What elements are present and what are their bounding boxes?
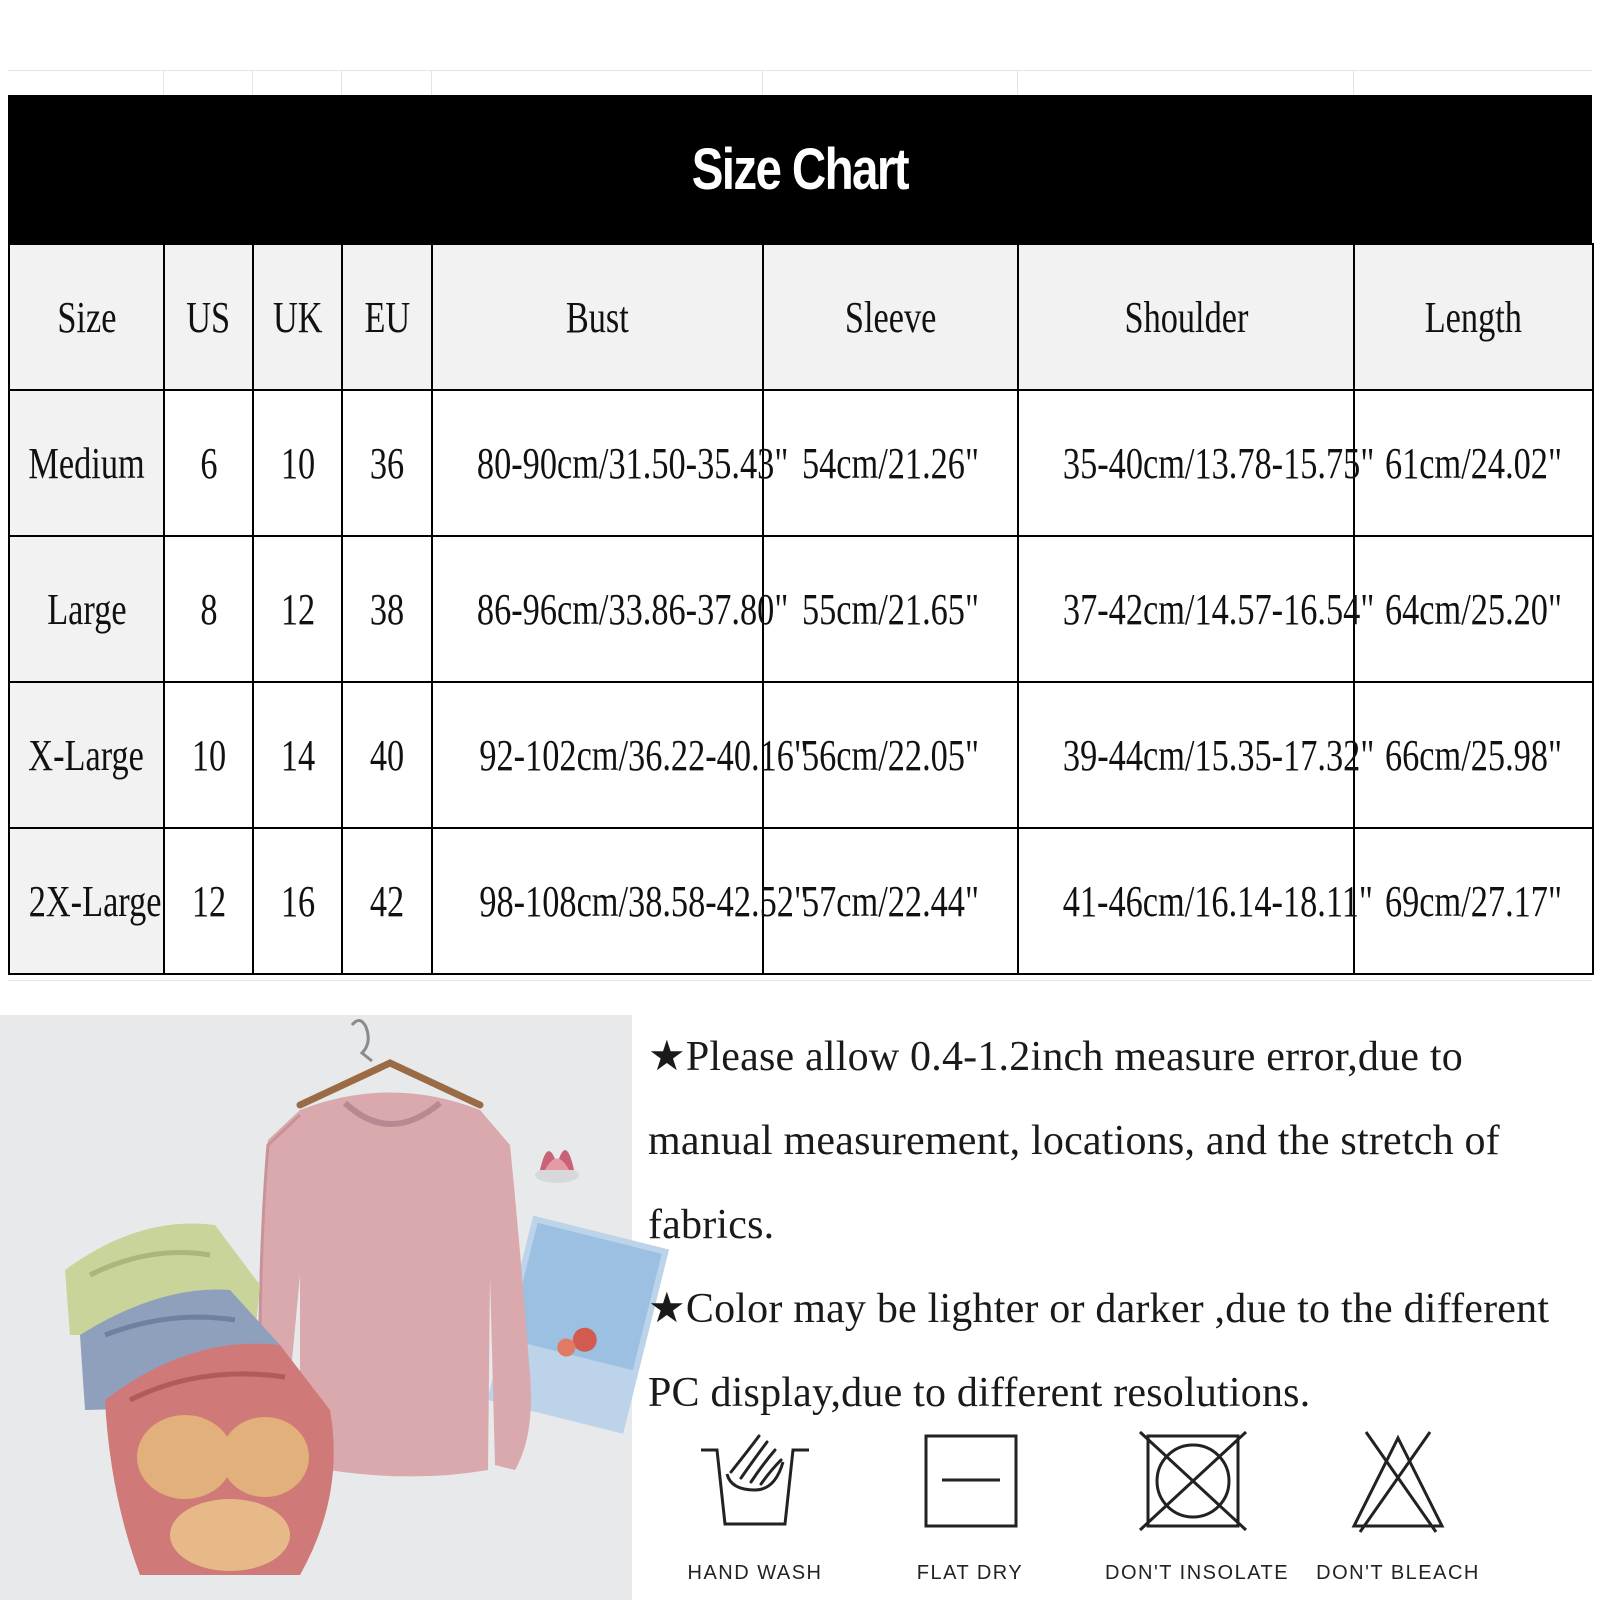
notes	[648, 1015, 1593, 1435]
shirts-illustration	[0, 1015, 632, 1600]
header-size: Size	[9, 244, 164, 390]
care-label: HAND WASH	[687, 1562, 823, 1584]
cell-eu: 42	[342, 828, 432, 974]
cell-length: 64cm/25.20"	[1354, 536, 1593, 682]
cell-size: 2X-Large	[9, 828, 164, 974]
cell-sleeve: 54cm/21.26"	[763, 390, 1018, 536]
note-measure-error: ★Please allow 0.4-1.2inch measure error,due to manual measurement, locations, and the stretch of fabrics.	[648, 1034, 1500, 1248]
guide-line	[762, 70, 763, 95]
guide-line	[8, 980, 1592, 981]
cell-us: 12	[164, 828, 253, 974]
header-bust: Bust	[432, 244, 763, 390]
care-label: DON'T BLEACH	[1316, 1562, 1480, 1584]
table-row	[9, 828, 1593, 974]
cell-uk: 12	[253, 536, 342, 682]
header-shoulder: Shoulder	[1018, 244, 1354, 390]
hand-wash-icon	[695, 1432, 815, 1532]
flat-dry-icon	[910, 1432, 1030, 1532]
cell-eu: 38	[342, 536, 432, 682]
note-color: ★Color may be lighter or darker ,due to the different PC display,due to different resolutions.	[648, 1286, 1550, 1416]
cell-sleeve: 55cm/21.65"	[763, 536, 1018, 682]
guide-line	[1353, 70, 1354, 95]
cell-bust: 92-102cm/36.22-40.16"	[432, 682, 763, 828]
size-chart	[8, 95, 1592, 976]
care-label: FLAT DRY	[916, 1562, 1024, 1584]
care-flat-dry	[885, 1432, 1055, 1585]
header-us: US	[164, 244, 253, 390]
cell-uk: 16	[253, 828, 342, 974]
cell-us: 8	[164, 536, 253, 682]
chart-title-bar	[8, 95, 1592, 243]
table-row	[9, 390, 1593, 536]
care-label: DON'T INSOLATE	[1105, 1562, 1290, 1584]
cell-shoulder: 39-44cm/15.35-17.32"	[1018, 682, 1354, 828]
cell-sleeve: 57cm/22.44"	[763, 828, 1018, 974]
header-uk: UK	[253, 244, 342, 390]
cell-eu: 36	[342, 390, 432, 536]
size-table	[8, 243, 1594, 975]
guide-line	[8, 70, 1592, 71]
cell-uk: 14	[253, 682, 342, 828]
cell-bust: 80-90cm/31.50-35.43"	[432, 390, 763, 536]
care-dont-bleach	[1313, 1432, 1483, 1585]
dont-insolate-icon	[1130, 1432, 1250, 1532]
cell-uk: 10	[253, 390, 342, 536]
cell-size: Large	[9, 536, 164, 682]
cell-length: 69cm/27.17"	[1354, 828, 1593, 974]
cell-us: 10	[164, 682, 253, 828]
cell-shoulder: 37-42cm/14.57-16.54"	[1018, 536, 1354, 682]
cell-bust: 98-108cm/38.58-42.52"	[432, 828, 763, 974]
cell-shoulder: 41-46cm/16.14-18.11"	[1018, 828, 1354, 974]
table-row	[9, 682, 1593, 828]
guide-line	[1017, 70, 1018, 95]
header-eu: EU	[342, 244, 432, 390]
cell-us: 6	[164, 390, 253, 536]
guide-line	[341, 70, 342, 95]
coral-shirt	[105, 1344, 334, 1575]
cell-bust: 86-96cm/33.86-37.80"	[432, 536, 763, 682]
cell-shoulder: 35-40cm/13.78-15.75"	[1018, 390, 1354, 536]
cell-size: Medium	[9, 390, 164, 536]
cell-sleeve: 56cm/22.05"	[763, 682, 1018, 828]
header-sleeve: Sleeve	[763, 244, 1018, 390]
product-photo	[0, 1015, 632, 1600]
cell-length: 61cm/24.02"	[1354, 390, 1593, 536]
cell-size: X-Large	[9, 682, 164, 828]
guide-line	[431, 70, 432, 95]
cell-length: 66cm/25.98"	[1354, 682, 1593, 828]
care-hand-wash	[670, 1432, 840, 1585]
guide-line	[163, 70, 164, 95]
chart-title: Size Chart	[691, 136, 909, 202]
table-row	[9, 536, 1593, 682]
header-length: Length	[1354, 244, 1593, 390]
table-header-row	[9, 244, 1593, 390]
cell-eu: 40	[342, 682, 432, 828]
guide-line	[252, 70, 253, 95]
care-dont-insolate	[1105, 1432, 1290, 1585]
dont-bleach-icon	[1338, 1432, 1458, 1532]
